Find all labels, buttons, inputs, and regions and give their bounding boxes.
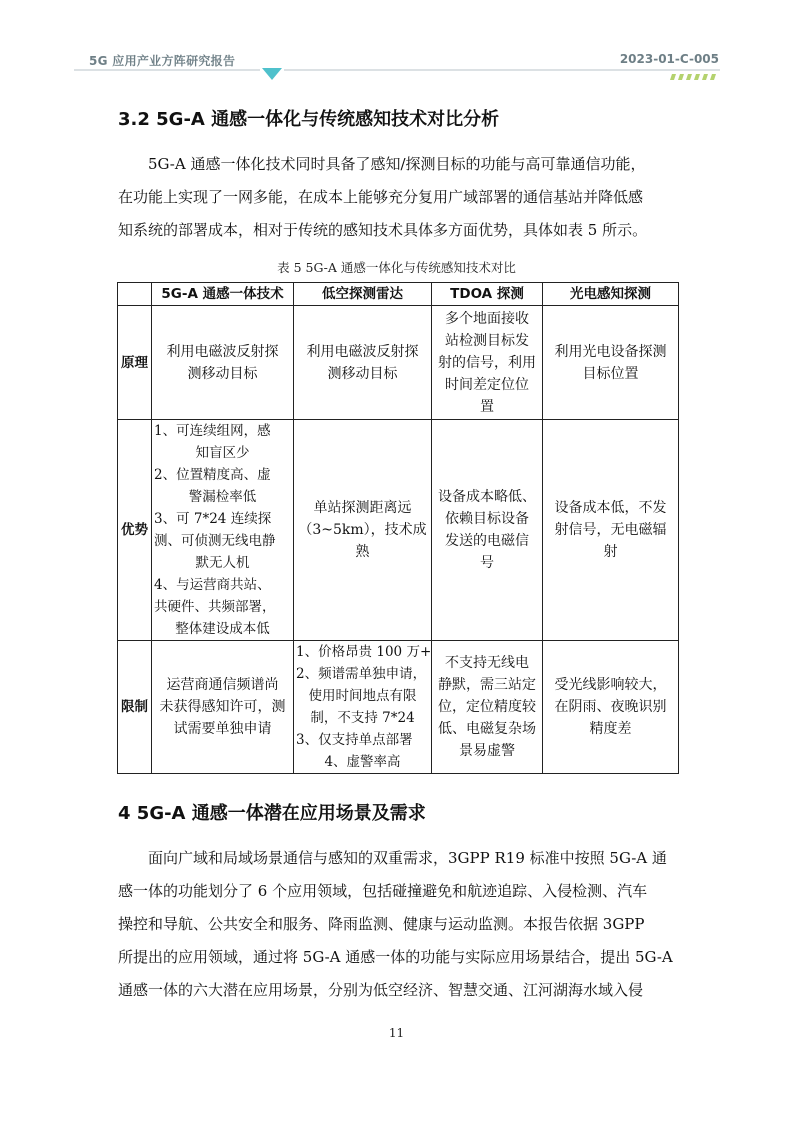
- table-cell: 运营商通信频谱尚 未获得感知许可，测 试需要单独申请: [152, 641, 294, 774]
- section-4-paragraph: [118, 842, 676, 1007]
- table-cell: 受光线影响较大， 在阴雨、夜晚识别 精度差: [543, 641, 679, 774]
- section-heading: 4 5G-A 通感一体潜在应用场景及需求: [118, 803, 426, 824]
- table-header-cell: TDOA 探测: [432, 283, 543, 306]
- table-header-cell: 光电感知探测: [543, 283, 679, 306]
- paragraph-line: 操控和导航、公共安全和服务、降雨监测、健康与运动监测。本报告依据 3GPP: [118, 915, 645, 933]
- header-decoration: [0, 64, 793, 88]
- paragraph-line: 5G-A 通感一体化技术同时具备了感知/探测目标的功能与高可靠通信功能，: [148, 155, 646, 173]
- table-header-cell: 5G-A 通感一体技术: [152, 283, 294, 306]
- row-label: 限制: [118, 641, 152, 774]
- table-cell: 利用电磁波反射探 测移动目标: [152, 306, 294, 420]
- report-series-title: 5G 应用产业方阵研究报告: [89, 54, 236, 68]
- table-cell: 1、价格昂贵 100 万+ 2、频谱需单独申请， 使用时间地点有限 制，不支持 7*24 3、仅支持单点部署 4、虚警率高: [294, 641, 432, 774]
- paragraph-line: 通感一体的六大潜在应用场景，分别为低空经济、智慧交通、江河湖海水域入侵: [118, 981, 644, 999]
- table-cell: 设备成本低，不发 射信号，无电磁辐 射: [543, 420, 679, 641]
- table-header-cell: [118, 283, 152, 306]
- table-cell: 设备成本略低、 依赖目标设备 发送的电磁信 号: [432, 420, 543, 641]
- table-cell: 不支持无线电 静默，需三站定 位，定位精度较 低、电磁复杂场 景易虚警: [432, 641, 543, 774]
- paragraph-line: 感一体的功能划分了 6 个应用领域，包括碰撞避免和航迹追踪、入侵检测、汽车: [118, 882, 648, 900]
- table-caption: 表 5 5G-A 通感一体化与传统感知技术对比: [277, 260, 516, 275]
- table-cell: 1、可连续组网，感 知盲区少 2、位置精度高、虚 警漏检率低 3、可 7*24 连续探 测、可侦测无线电静 默无人机 4、与运营商共站、 共硬件、共频部署， 整体建设成本低: [152, 420, 294, 641]
- table-row: [118, 641, 679, 774]
- table-cell: 利用电磁波反射探 测移动目标: [294, 306, 432, 420]
- comparison-table: [117, 282, 679, 774]
- table-row: [118, 306, 679, 420]
- row-label: 优势: [118, 420, 152, 641]
- table-cell: 单站探测距离远 （3~5km），技术成 熟: [294, 420, 432, 641]
- table-cell: 多个地面接收 站检测目标发 射的信号，利用 时间差定位位 置: [432, 306, 543, 420]
- paragraph-line: 所提出的应用领域，通过将 5G-A 通感一体的功能与实际应用场景结合，提出 5G-A: [118, 948, 673, 966]
- section-heading: 3.2 5G-A 通感一体化与传统感知技术对比分析: [118, 109, 500, 130]
- table-cell: 利用光电设备探测 目标位置: [543, 306, 679, 420]
- table-header-row: [118, 283, 679, 306]
- paragraph-line: 面向广域和局域场景通信与感知的双重需求，3GPP R19 标准中按照 5G-A 通: [148, 849, 667, 867]
- paragraph-line: 在功能上实现了一网多能，在成本上能够充分复用广域部署的通信基站并降低感: [118, 188, 644, 206]
- page-number: 11: [388, 1026, 405, 1040]
- section-3-2-paragraph: [118, 148, 676, 247]
- report-code: 2023-01-C-005: [619, 52, 719, 66]
- paragraph-line: 知系统的部署成本，相对于传统的感知技术具体多方面优势，具体如表 5 所示。: [118, 221, 648, 239]
- row-label: 原理: [118, 306, 152, 420]
- table-row: [118, 420, 679, 641]
- table-header-cell: 低空探测雷达: [294, 283, 432, 306]
